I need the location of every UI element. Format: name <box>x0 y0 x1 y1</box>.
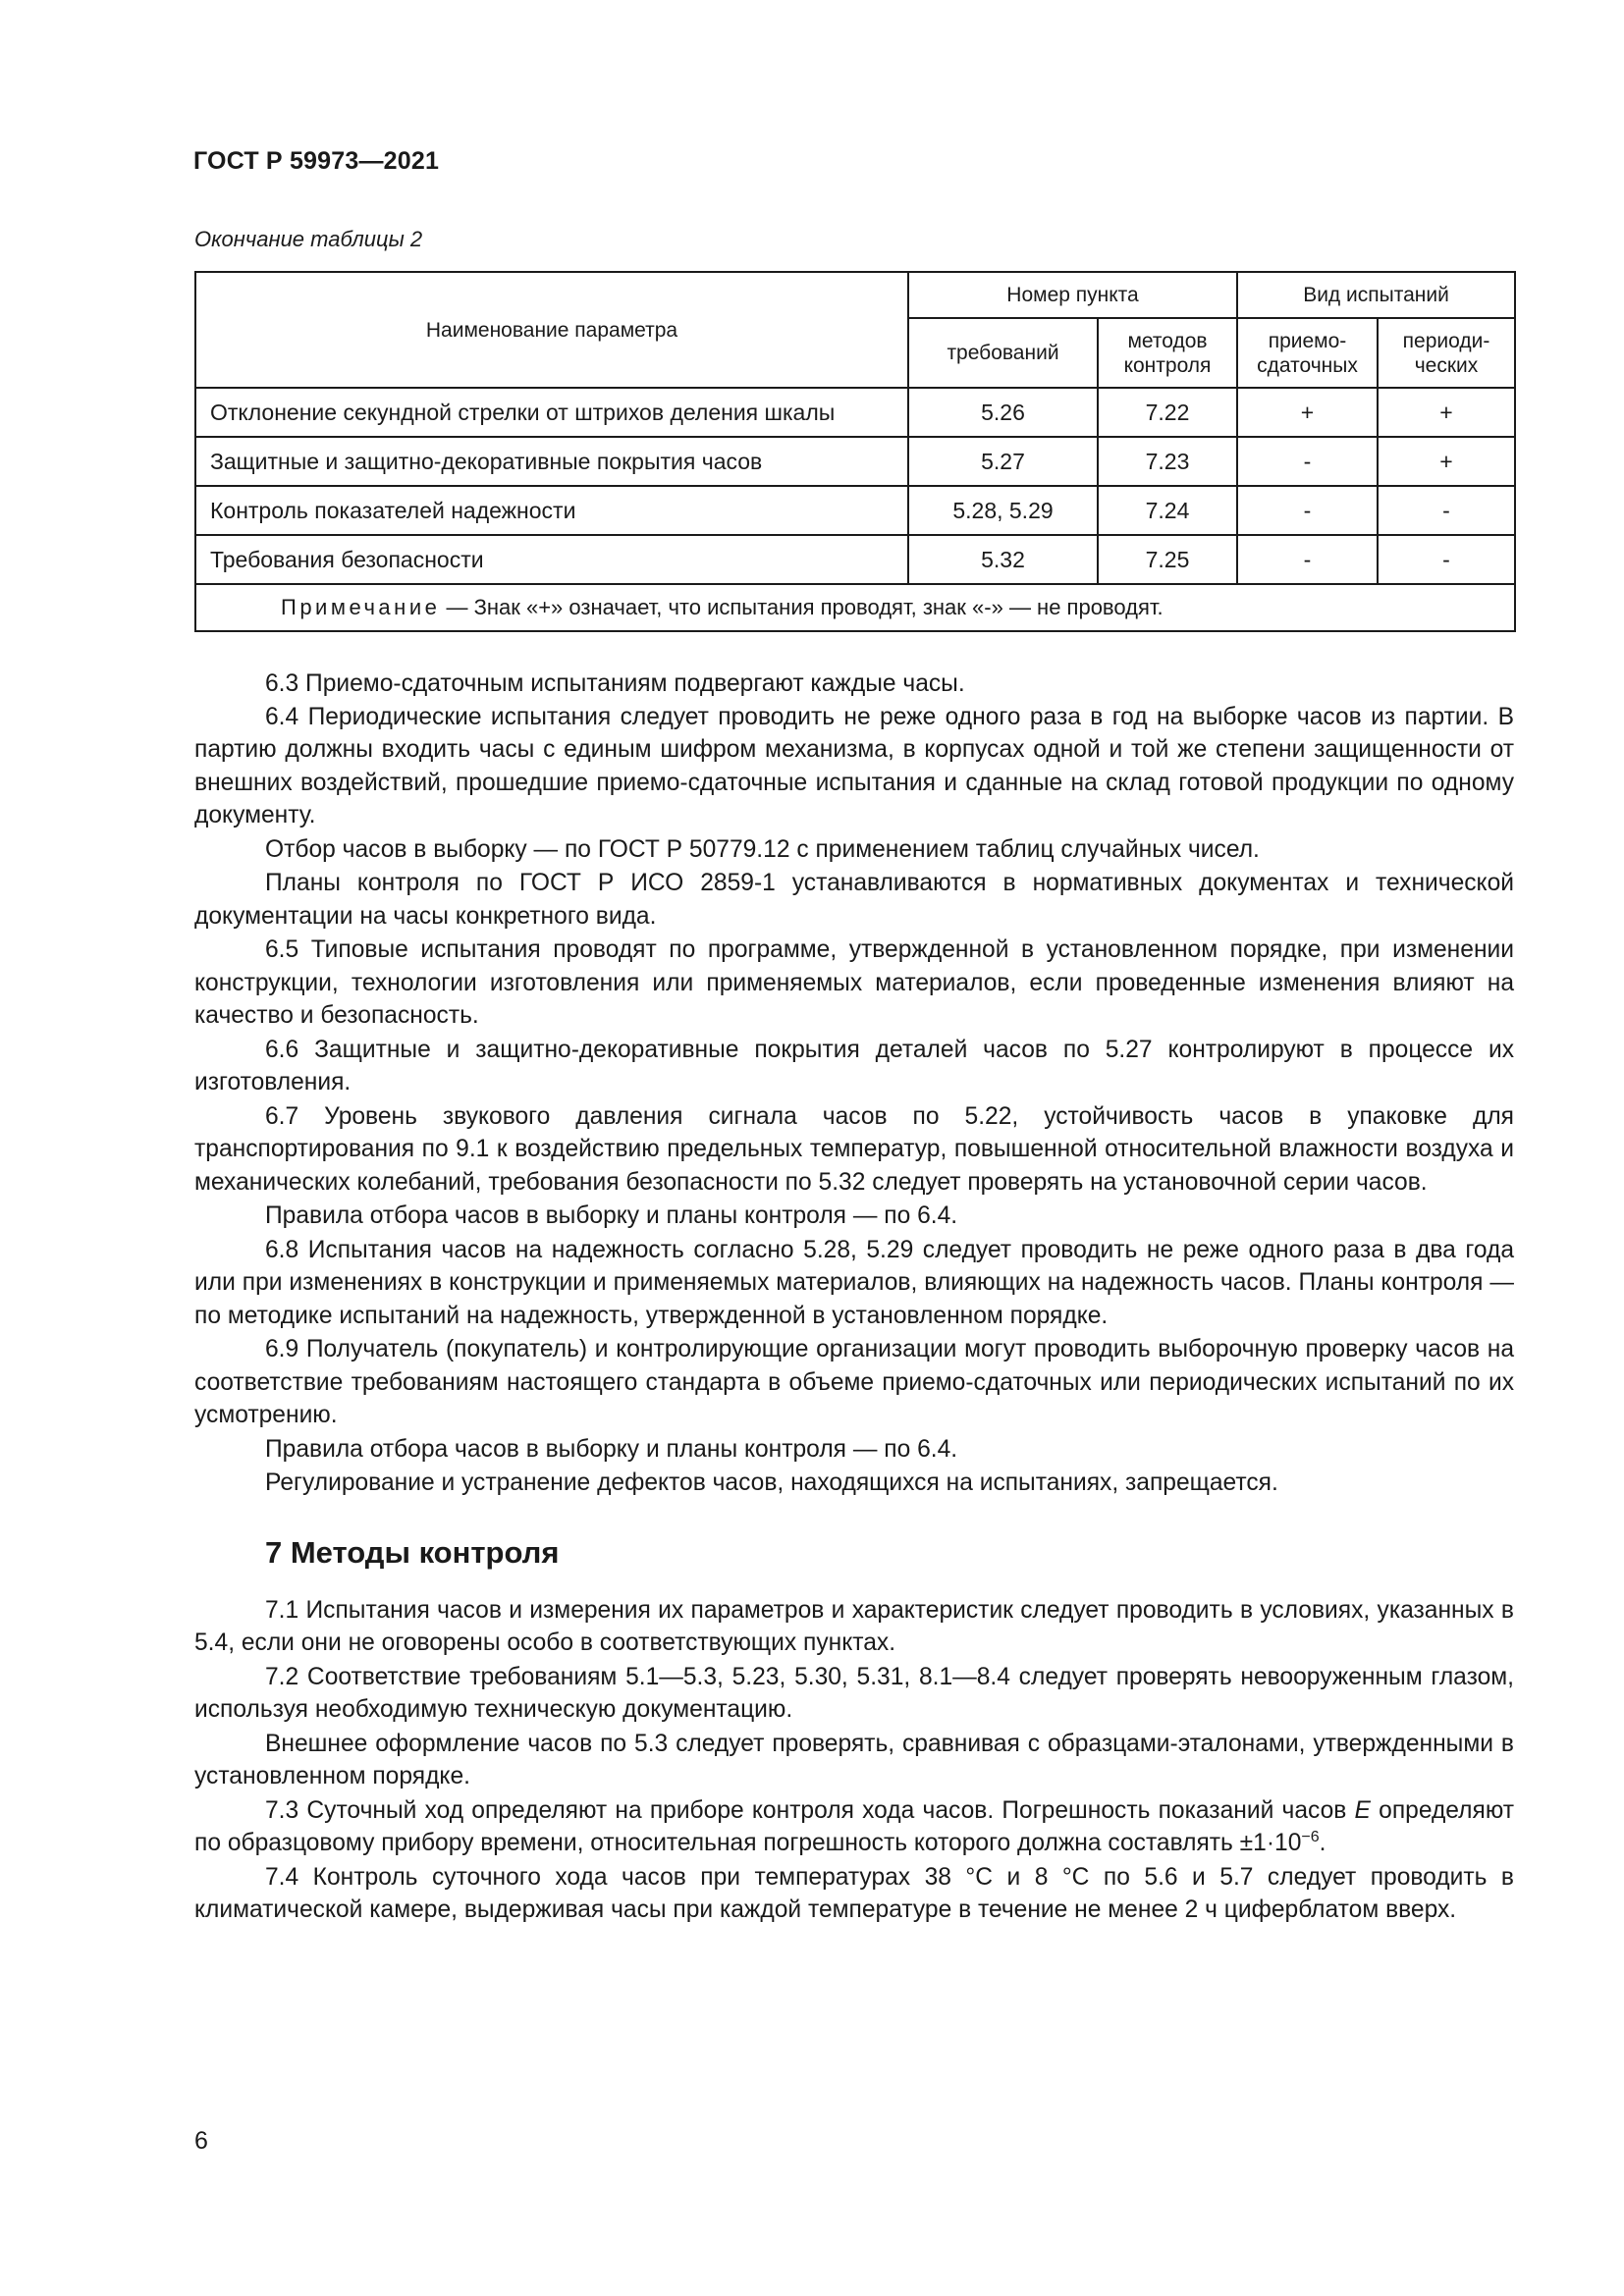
row-requirement-item: 5.28, 5.29 <box>908 486 1098 535</box>
table-note <box>195 584 1515 631</box>
note-label: Примечание <box>281 595 441 619</box>
paragraph-6-3: 6.3 Приемо-сдаточным испытаниям подвергают каждые часы. <box>265 670 965 697</box>
paragraph-7-4: 7.4 Контроль суточного хода часов при температурах 38 °C и 8 °C по 5.6 и 5.7 следует проводить в климатической камере, выдерживая часы при каждой температуре в течение не менее 2 ч циферблатом вверх. <box>194 1863 1514 1923</box>
header-periodic-tests: периоди- ческих <box>1378 318 1515 388</box>
row-periodic-mark: - <box>1378 486 1515 535</box>
table-caption: Окончание таблицы 2 <box>194 227 423 251</box>
paragraph-6-9-regulation: Регулирование и устранение дефектов часов, находящихся на испытаниях, запрещается. <box>265 1469 1278 1496</box>
note-text: — Знак «+» означает, что испытания проводят, знак «-» — не проводят. <box>440 595 1164 619</box>
row-parameter-name: Отклонение секундной стрелки от штрихов деления шкалы <box>195 388 908 437</box>
header-item-number: Номер пункта <box>908 272 1237 318</box>
row-acceptance-mark: - <box>1237 437 1378 486</box>
header-parameter-name: Наименование параметра <box>195 272 908 388</box>
paragraph-6-4: 6.4 Периодические испытания следует проводить не реже одного раза в год на выборке часов из партии. В партию должны входить часы с единым шифром механизма, в корпусах одной и той же степени защищенности от внешних воздействий, прошедшие приемо-сдаточные испытания и сданные на склад готовой продукции по одному документу. <box>194 703 1514 828</box>
paragraph-6-4-sampling: Отбор часов в выборку — по ГОСТ Р 50779.12 с применением таблиц случайных чисел. <box>265 835 1260 863</box>
row-requirement-item: 5.32 <box>908 535 1098 584</box>
paragraph-6-8: 6.8 Испытания часов на надежность согласно 5.28, 5.29 следует проводить не реже одного раза в два года или при изменениях в конструкции и применяемых материалов, влияющих на надежность часов. Планы контроля — по методике испытаний на надежность, утвержденной в установленном порядке. <box>194 1236 1514 1329</box>
section-7-heading: 7 Методы контроля <box>265 1534 560 1570</box>
row-acceptance-mark: - <box>1237 486 1378 535</box>
header-acceptance-tests: приемо- сдаточных <box>1237 318 1378 388</box>
paragraph-6-5: 6.5 Типовые испытания проводят по программе, утвержденной в установленном порядке, при изменении конструкции, технологии изготовления или применяемых материалов, если проведенные изменения влияют на качество и безопасность. <box>194 936 1514 1029</box>
paragraph-7-2-design: Внешнее оформление часов по 5.3 следует проверять, сравнивая с образцами-эталонами, утвержденными в установленном порядке. <box>194 1730 1514 1789</box>
header-test-type: Вид испытаний <box>1237 272 1515 318</box>
paragraph-6-6: 6.6 Защитные и защитно-декоративные покрытия деталей часов по 5.27 контролируют в процессе их изготовления. <box>194 1036 1514 1095</box>
row-periodic-mark: - <box>1378 535 1515 584</box>
paragraph-6-7: 6.7 Уровень звукового давления сигнала часов по 5.22, устойчивость часов в упаковке для транспортирования по 9.1 к воздействию предельных температур, повышенной относительной влажности воздуха и механических колебаний, требования безопасности по 5.32 следует проверять на установочной серии часов. <box>194 1102 1514 1196</box>
paragraph-7-1: 7.1 Испытания часов и измерения их параметров и характеристик следует проводить в условиях, указанных в 5.4, если они не оговорены особо в соответствующих пунктах. <box>194 1596 1514 1656</box>
paragraph-6-9: 6.9 Получатель (покупатель) и контролирующие организации могут проводить выборочную проверку часов на соответствие требованиям настоящего стандарта в объеме приемо-сдаточных или периодических испытаний по их усмотрению. <box>194 1336 1514 1428</box>
row-acceptance-mark: - <box>1237 535 1378 584</box>
row-periodic-mark: + <box>1378 388 1515 437</box>
table-header-row <box>195 272 1515 318</box>
row-parameter-name: Требования безопасности <box>195 535 908 584</box>
table-row <box>195 437 1515 486</box>
paragraph-6-9-rules: Правила отбора часов в выборку и планы контроля — по 6.4. <box>265 1435 958 1463</box>
header-requirements: требований <box>908 318 1098 388</box>
row-requirement-item: 5.27 <box>908 437 1098 486</box>
row-requirement-item: 5.26 <box>908 388 1098 437</box>
row-parameter-name: Контроль показателей надежности <box>195 486 908 535</box>
row-acceptance-mark: + <box>1237 388 1378 437</box>
variable-e: E <box>1354 1796 1371 1824</box>
document-code: ГОСТ Р 59973—2021 <box>193 147 440 175</box>
exponent: −6 <box>1301 1828 1320 1845</box>
parameters-table <box>194 271 1516 632</box>
row-periodic-mark: + <box>1378 437 1515 486</box>
page-number: 6 <box>194 2127 208 2155</box>
header-control-methods: методов контроля <box>1098 318 1237 388</box>
row-method-item: 7.22 <box>1098 388 1237 437</box>
row-method-item: 7.23 <box>1098 437 1237 486</box>
row-method-item: 7.25 <box>1098 535 1237 584</box>
paragraph-7-2: 7.2 Соответствие требованиям 5.1—5.3, 5.23, 5.30, 5.31, 8.1—8.4 следует проверять невооруженным глазом, используя необходимую техническую документацию. <box>194 1663 1514 1723</box>
row-parameter-name: Защитные и защитно-декоративные покрытия часов <box>195 437 908 486</box>
paragraph-7-3: 7.3 Суточный ход определяют на приборе контроля хода часов. Погрешность показаний часов E определяют по образцовому прибору времени, относительная погрешность которого должна составлять $\pm 1\cdot 10^{-6}$. <box>194 1796 1514 1856</box>
row-method-item: 7.24 <box>1098 486 1237 535</box>
table-row <box>195 388 1515 437</box>
table-note-row <box>195 584 1515 631</box>
paragraph-6-4-plans: Планы контроля по ГОСТ Р ИСО 2859-1 устанавливаются в нормативных документах и технической документации на часы конкретного вида. <box>194 870 1514 930</box>
document-body <box>194 667 1514 1927</box>
table-row <box>195 486 1515 535</box>
paragraph-6-7-rules: Правила отбора часов в выборку и планы контроля — по 6.4. <box>265 1202 958 1229</box>
table-row <box>195 535 1515 584</box>
